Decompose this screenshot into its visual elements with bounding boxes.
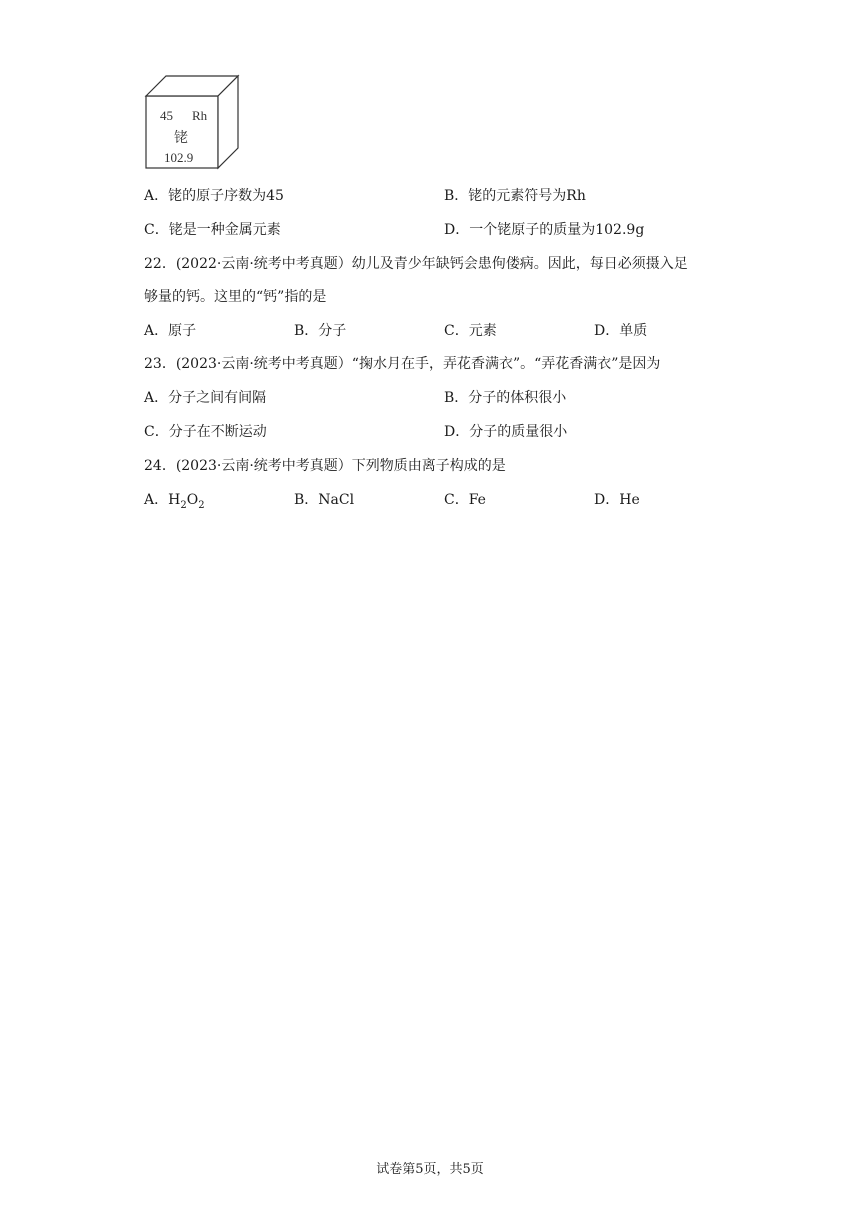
element-symbol: Rh bbox=[192, 108, 208, 123]
q24-option-c: C．Fe bbox=[444, 492, 486, 508]
q22-stem-line1: 22．(2022·云南·统考中考真题）幼儿及青少年缺钙会患佝偻病。因此，每日必须摄入足 bbox=[144, 256, 688, 272]
q22-option-b: B．分子 bbox=[294, 323, 347, 339]
q24-option-a: A．$H_2O_2$ bbox=[144, 492, 205, 511]
q23-option-a: A．分子之间有间隔 bbox=[144, 390, 267, 406]
q21-option-d: D．一个铑原子的质量为102.9g bbox=[444, 222, 645, 238]
q22-option-c: C．元素 bbox=[444, 323, 497, 339]
q21-option-a: A．铑的原子序数为45 bbox=[144, 188, 284, 204]
q23-stem: 23．(2023·云南·统考中考真题）“掬水月在手，弄花香满衣”。“弄花香满衣”是因为 bbox=[144, 356, 661, 372]
q21-option-c: C．铑是一种金属元素 bbox=[144, 222, 281, 238]
element-mass: 102.9 bbox=[164, 150, 194, 165]
q24-option-b: B．NaCl bbox=[294, 492, 355, 508]
q23-option-b: B．分子的体积很小 bbox=[444, 390, 567, 406]
q23-option-d: D．分子的质量很小 bbox=[444, 424, 568, 440]
q23-option-c: C．分子在不断运动 bbox=[144, 424, 267, 440]
q24-stem: 24．(2023·云南·统考中考真题）下列物质由离子构成的是 bbox=[144, 458, 506, 474]
q21-option-b: B．铑的元素符号为Rh bbox=[444, 188, 586, 204]
element-cube-figure bbox=[142, 72, 242, 172]
q24-option-d: D．He bbox=[594, 492, 640, 508]
element-card-rhodium bbox=[142, 72, 242, 172]
element-name: 铑 bbox=[174, 130, 188, 146]
element-number: 45 bbox=[160, 108, 173, 123]
q22-option-d: D．单质 bbox=[594, 323, 648, 339]
q22-option-a: A．原子 bbox=[144, 323, 197, 339]
page-footer: 试卷第5页，共5页 bbox=[376, 1162, 484, 1177]
q22-stem-line2: 够量的钙。这里的“钙”指的是 bbox=[144, 289, 327, 305]
